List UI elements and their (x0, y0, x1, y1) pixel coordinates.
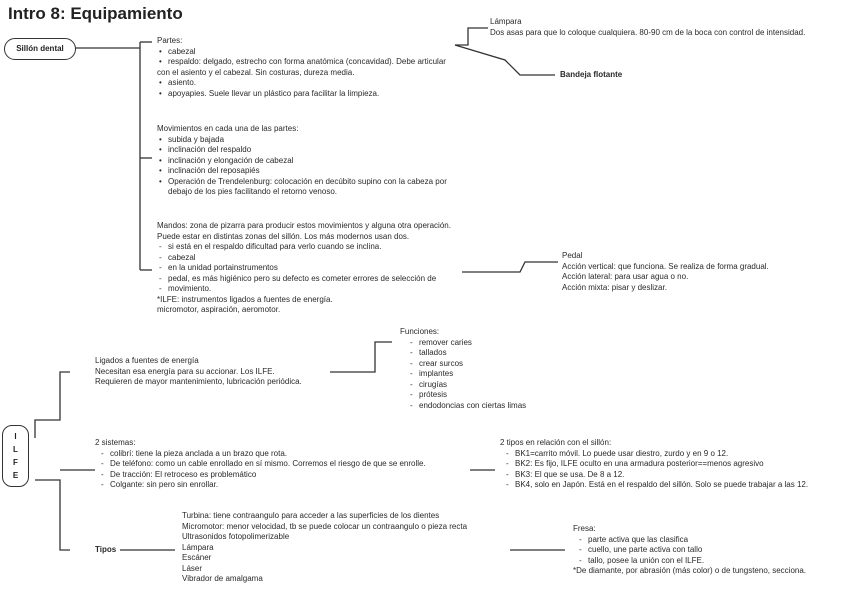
movimientos-item: • inclinación del respaldo (157, 145, 447, 156)
ligados-line: Ligados a fuentes de energía (95, 356, 199, 365)
sillon-dental-node[interactable] (4, 38, 76, 60)
lampara-section (490, 17, 805, 38)
mandos-item: - en la unidad portainstrumentos (157, 263, 451, 274)
funciones-item: - prótesis (408, 390, 526, 401)
pedal-section (562, 251, 769, 293)
sistemas-item: - De teléfono: como un cable enrollado en sí mismo. Corremos el riesgo de que se enrolle. (99, 459, 426, 470)
funciones-item: - cirugías (408, 380, 526, 391)
funciones-item: - endodoncias con ciertas limas (408, 401, 526, 412)
movimientos-item: • Operación de Trendelenburg: colocación en decúbito supino con la cabeza por (157, 177, 447, 188)
connector-ilfe-tipos (35, 480, 70, 550)
tipos-item: Escáner (182, 553, 212, 562)
ligados-line: Necesitan esa energía para su accionar. Los ILFE. (95, 366, 275, 376)
partes-item: • apoyapies. Suele llevar un plástico para facilitar la limpieza. (157, 89, 446, 100)
mandos-section (157, 221, 451, 316)
connector-ilfe-ligados (35, 372, 70, 438)
mandos-item: - si está en el respaldo dificultad para verlo cuando se inclina. (157, 242, 451, 253)
lampara-label: Lámpara (490, 17, 522, 26)
sistemas-item: - De tracción: El retroceso es problemático (99, 470, 426, 481)
sistemas-heading: 2 sistemas: (95, 438, 136, 447)
tipos-item: Vibrador de amalgama (182, 574, 263, 583)
page-title: Intro 8: Equipamiento (8, 4, 183, 23)
movimientos-item-cont: debajo de los pies facilitando el retorno venoso. (168, 187, 337, 196)
tipos-sillon-item: - BK1=carrito móvil. Lo puede usar diestro, zurdo y en 9 o 12. (504, 449, 808, 460)
ilfe-letter: L (13, 445, 18, 454)
tipos-item: Láser (182, 563, 203, 573)
movimientos-item: • inclinación y elongación de cabezal (157, 156, 447, 167)
sistemas-item: - Colgante: sin pero sin enrollar. (99, 480, 426, 491)
ligados-line: Requieren de mayor mantenimiento, lubricación periódica. (95, 377, 302, 386)
pedal-label: Pedal (562, 251, 583, 260)
lampara-desc: Dos asas para que lo coloque cualquiera. 80-90 cm de la boca con control de intensidad. (490, 27, 806, 37)
partes-item: • respaldo: delgado, estrecho con forma anatómica (concavidad). Debe articular (157, 57, 446, 68)
connector-lampara (455, 28, 488, 45)
mandos-item: - pedal, es más higiénico pero su defecto es cometer errores de selección de (157, 274, 451, 285)
fresa-item: - cuello, une parte activa con tallo (577, 545, 806, 556)
movimientos-item: • inclinación del reposapiés (157, 166, 447, 177)
mandos-note-1: *ILFE: instrumentos ligados a fuentes de energía. (157, 294, 333, 304)
funciones-item: - remover caries (408, 338, 526, 349)
partes-item-cont: con el asiento y el cabezal. Sin costuras, dureza media. (157, 67, 355, 77)
mandos-line-1: Mandos: zona de pizarra para producir estos movimientos y alguna otra operación. (157, 221, 451, 230)
tipos-label: Tipos (95, 545, 117, 554)
ligados-section (95, 356, 302, 388)
ilfe-node[interactable] (2, 425, 29, 487)
fresa-heading: Fresa: (573, 524, 596, 533)
pedal-line: Acción vertical: que funciona. Se realiza de forma gradual. (562, 261, 769, 271)
funciones-heading: Funciones: (400, 327, 440, 336)
tipos-item: Turbina: tiene contraangulo para acceder a las superficies de los dientes (182, 511, 440, 520)
ilfe-letter: F (13, 458, 18, 467)
movimientos-heading: Movimientos en cada una de las partes: (157, 124, 299, 133)
partes-item: • cabezal (157, 47, 446, 58)
ilfe-letter: E (12, 471, 19, 480)
partes-item: • asiento. (157, 78, 446, 89)
partes-heading: Partes: (157, 36, 183, 45)
sistemas-item: - colibrí: tiene la pieza anclada a un brazo que rota. (99, 449, 426, 460)
mandos-line-2: Puede estar en distintas zonas del sillón. Los más modernos usan dos. (157, 231, 410, 241)
fresa-section (573, 524, 806, 577)
movimientos-item: • subida y bajada (157, 135, 447, 146)
mandos-item: - cabezal (157, 253, 451, 264)
tipos-sillon-section (500, 438, 808, 491)
movimientos-section (157, 124, 447, 198)
tipos-sillon-heading: 2 tipos en relación con el sillón: (500, 438, 612, 447)
tipos-sillon-item: - BK4, solo en Japón. Está en el respaldo del sillón. Solo se puede trabajar a las 12. (504, 480, 808, 491)
funciones-section (400, 327, 526, 411)
funciones-item: - crear surcos (408, 359, 526, 370)
bandeja-flotante: Bandeja flotante (560, 70, 623, 79)
partes-section (157, 36, 446, 99)
mandos-item-cont: - movimiento. (157, 284, 451, 295)
ilfe-letter: I (14, 432, 17, 441)
connector-pedal (462, 262, 558, 272)
fresa-item: - parte activa que las clasifica (577, 535, 806, 546)
sillon-dental-label: Sillón dental (16, 44, 64, 53)
sistemas-section (95, 438, 426, 491)
tipos-item: Lámpara (182, 542, 214, 552)
pedal-line: Acción mixta: pisar y deslizar. (562, 282, 667, 292)
tipos-sillon-item: - BK3: El que se usa. De 8 a 12. (504, 470, 808, 481)
funciones-item: - implantes (408, 369, 526, 380)
fresa-note: *De diamante, por abrasión (más color) o de tungsteno, secciona. (573, 566, 807, 575)
mandos-note-2: micromotor, aspiración, aeromotor. (157, 305, 281, 314)
tipos-item: Micromotor: menor velocidad, tb se puede colocar un contraangulo o pieza recta (182, 521, 468, 531)
connector-funciones (330, 342, 392, 372)
connector-bandeja (455, 45, 555, 75)
funciones-item: - tallados (408, 348, 526, 359)
fresa-item: - tallo, posee la unión con el ILFE. (577, 556, 806, 567)
tipos-item: Ultrasonidos fotopolimerizable (182, 532, 290, 541)
pedal-line: Acción lateral: para usar agua o no. (562, 272, 689, 281)
tipos-sillon-item: - BK2: Es fijo, ILFE oculto en una armadura posterior==menos agresivo (504, 459, 808, 470)
tipos-section (182, 511, 467, 585)
